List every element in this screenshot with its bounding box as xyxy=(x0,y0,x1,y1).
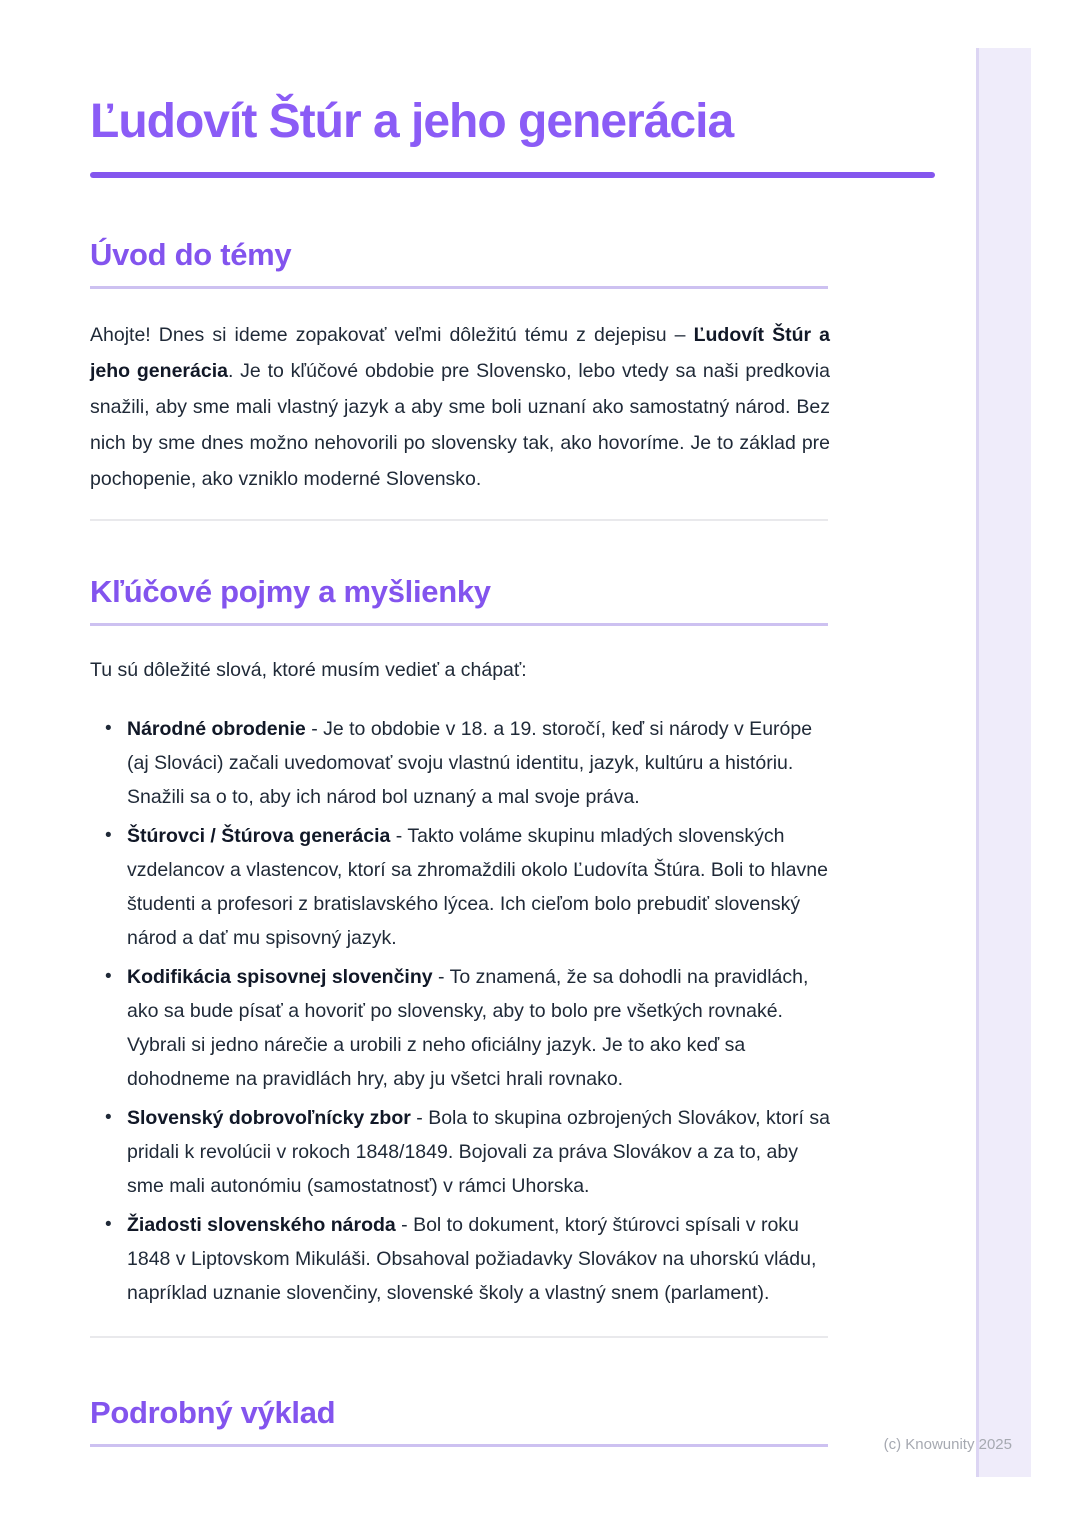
list-item xyxy=(127,819,830,955)
key-concepts-lead: Tu sú dôležité slová, ktoré musím vedieť a chápať: xyxy=(90,659,527,681)
concept-term: Kodifikácia spisovnej slovenčiny xyxy=(127,966,433,988)
intro-text-after: . Je to kľúčové obdobie pre Slovensko, lebo vtedy sa naši predkovia snažili, aby sme mali vlastný jazyk a aby sme boli uznaní ako samostatný národ. Bez nich by sme dnes možno nehovorili po slovensky tak, ako hovoríme. Je to základ pre pochopenie, ako vzniklo moderné Slovensko. xyxy=(90,360,830,490)
term-separator: - xyxy=(395,1214,414,1236)
list-item xyxy=(127,1208,830,1310)
concept-description: Takto voláme skupinu mladých slovenských vzdelancov a vlastencov, ktorí sa zhromaždili okolo Ľudovíta Štúra. Boli to hlavne študenti a profesori z bratislavského lýcea. Ich cieľom bolo prebudiť slovenský národ a dať mu spisovný jazyk. xyxy=(127,825,828,949)
list-item xyxy=(127,1101,830,1203)
document-content xyxy=(90,0,945,1447)
section-divider xyxy=(90,519,828,521)
right-margin-stripe xyxy=(976,48,1031,1477)
term-separator: - xyxy=(432,966,450,988)
concept-description: To znamená, že sa dohodli na pravidlách, ako sa bude písať a hovoriť po slovensky, aby to bolo pre všetkých rovnaké. Vybrali si jedno nárečie a urobili z neho oficiálny jazyk. Je to ako keď sa dohodneme na pravidlách hry, aby ju všetci hrali rovnako. xyxy=(127,966,809,1090)
concept-description: Bol to dokument, ktorý štúrovci spísali v roku 1848 v Liptovskom Mikuláši. Obsahoval požiadavky Slovákov na uhorskú vládu, napríklad uznanie slovenčiny, slovenské školy a vlastný snem (parlament). xyxy=(127,1214,817,1304)
list-item xyxy=(127,960,830,1096)
document-title: Ľudovít Štúr a jeho generácia xyxy=(90,95,734,148)
concept-term: Žiadosti slovenského národa xyxy=(127,1214,396,1236)
concept-description: Je to obdobie v 18. a 19. storočí, keď si národy v Európe (aj Slováci) začali uvedomovať svoju vlastnú identitu, jazyk, kultúru a históriu. Snažili sa o to, aby ich národ bol uznaný a mal svoje práva. xyxy=(127,718,813,808)
term-separator: - xyxy=(390,825,408,847)
section-heading-detail: Podrobný výklad xyxy=(90,1394,828,1447)
intro-paragraph xyxy=(90,317,830,497)
copyright-note: (c) Knowunity 2025 xyxy=(883,1436,1012,1453)
concept-term: Národné obrodenie xyxy=(127,718,306,740)
title-underline-rule xyxy=(90,172,935,178)
concept-term: Štúrovci / Štúrova generácia xyxy=(127,825,391,847)
key-concepts-list xyxy=(90,712,830,1310)
concept-term: Slovenský dobrovoľnícky zbor xyxy=(127,1107,411,1129)
term-separator: - xyxy=(410,1107,429,1129)
intro-text-bold: Ľudovít Štúr a jeho generácia xyxy=(90,324,830,382)
section-heading-key-concepts: Kľúčové pojmy a myšlienky xyxy=(90,573,828,626)
section-heading-intro: Úvod do témy xyxy=(90,236,828,289)
term-separator: - xyxy=(305,718,324,740)
section-divider xyxy=(90,1336,828,1338)
concept-description: Bola to skupina ozbrojených Slovákov, ktorí sa pridali k revolúcii v rokoch 1848/1849. Bojovali za práva Slovákov a za to, aby sme mali autonómiu (samostatnosť) v rámci Uhorska. xyxy=(127,1107,830,1197)
intro-text-before: Ahojte! Dnes si ideme zopakovať veľmi dôležitú tému z dejepisu – xyxy=(90,324,694,346)
list-item xyxy=(127,712,830,814)
